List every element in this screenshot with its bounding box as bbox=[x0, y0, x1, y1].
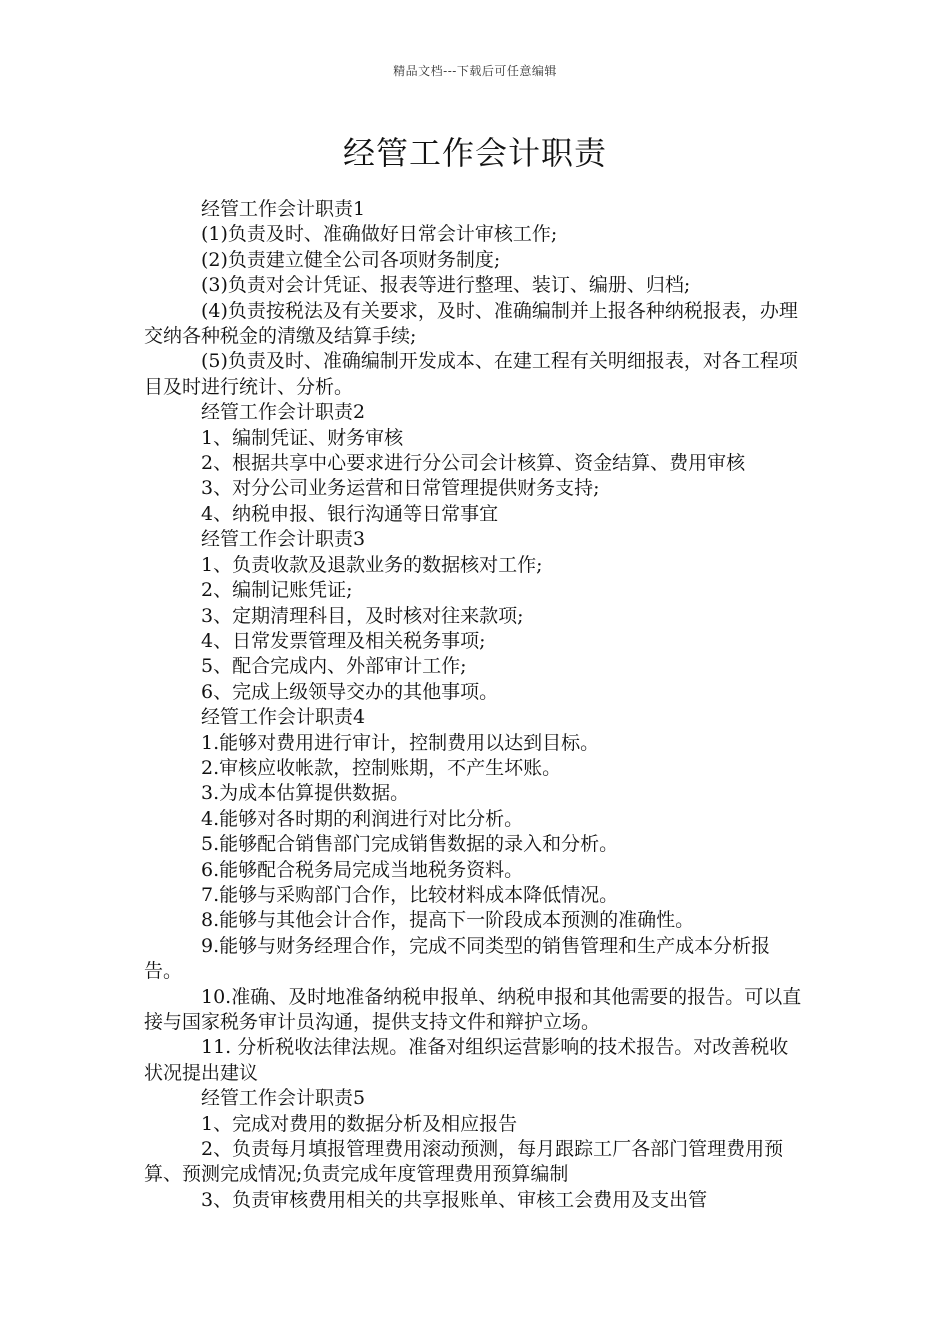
body-paragraph: 2、编制记账凭证; bbox=[201, 579, 353, 602]
body-paragraph: (1)负责及时、准确做好日常会计审核工作; bbox=[201, 223, 558, 246]
body-paragraph: (3)负责对会计凭证、报表等进行整理、装订、编册、归档; bbox=[201, 274, 691, 297]
body-paragraph: 3、对分公司业务运营和日常管理提供财务支持; bbox=[201, 477, 600, 500]
body-paragraph: 4、日常发票管理及相关税务事项; bbox=[201, 629, 486, 652]
body-paragraph: 2.审核应收帐款，控制账期，不产生坏账。 bbox=[201, 756, 562, 779]
body-paragraph: 11. 分析税收法律法规。准备对组织运营影响的技术报告。对改善税收状况提出建议 bbox=[144, 1036, 789, 1084]
body-paragraph: 6.能够配合税务局完成当地税务资料。 bbox=[201, 858, 524, 881]
body-paragraph: 3、负责审核费用相关的共享报账单、审核工会费用及支出管 bbox=[201, 1188, 708, 1211]
body-paragraph: 6、完成上级领导交办的其他事项。 bbox=[201, 680, 499, 703]
body-paragraph: 5、配合完成内、外部审计工作; bbox=[201, 655, 467, 678]
body-paragraph: 1、完成对费用的数据分析及相应报告 bbox=[201, 1112, 518, 1135]
body-paragraph: 9.能够与财务经理合作，完成不同类型的销售管理和生产成本分析报告。 bbox=[144, 934, 771, 983]
page-header-note: 精品文档---下载后可任意编辑 bbox=[393, 64, 557, 78]
body-paragraph: 3.为成本估算提供数据。 bbox=[201, 782, 410, 805]
document-title: 经管工作会计职责 bbox=[342, 134, 607, 172]
body-paragraph: 7.能够与采购部门合作，比较材料成本降低情况。 bbox=[201, 883, 619, 906]
body-paragraph: 8.能够与其他会计合作，提高下一阶段成本预测的准确性。 bbox=[201, 909, 695, 932]
body-paragraph: 经管工作会计职责4 bbox=[201, 706, 366, 729]
body-paragraph: 2、负责每月填报管理费用滚动预测，每月跟踪工厂各部门管理费用预算、预测完成情况;负责完成年度管理费用预算编制 bbox=[144, 1138, 784, 1186]
body-paragraph: 2、根据共享中心要求进行分公司会计核算、资金结算、费用审核 bbox=[201, 452, 746, 475]
body-paragraph: (4)负责按税法及有关要求，及时、准确编制并上报各种纳税报表，办理交纳各种税金的清缴及结算手续; bbox=[144, 299, 798, 348]
body-paragraph: 10.准确、及时地准备纳税申报单、纳税申报和其他需要的报告。可以直接与国家税务审计员沟通，提供支持文件和辩护立场。 bbox=[144, 985, 802, 1033]
body-paragraph: 1、编制凭证、财务审核 bbox=[201, 426, 404, 449]
body-paragraph: 1.能够对费用进行审计，控制费用以达到目标。 bbox=[201, 731, 600, 754]
body-paragraph: 4.能够对各时期的利润进行对比分析。 bbox=[201, 807, 524, 830]
body-paragraph: 5.能够配合销售部门完成销售数据的录入和分析。 bbox=[201, 833, 619, 856]
body-paragraph: 经管工作会计职责1 bbox=[201, 198, 366, 220]
body-paragraph: 经管工作会计职责5 bbox=[201, 1087, 366, 1110]
body-paragraph: 3、定期清理科目，及时核对往来款项; bbox=[201, 604, 524, 627]
body-paragraph: 4、纳税申报、银行沟通等日常事宜 bbox=[201, 502, 499, 525]
body-paragraph: (2)负责建立健全公司各项财务制度; bbox=[201, 248, 501, 271]
body-paragraph: 经管工作会计职责3 bbox=[201, 528, 366, 551]
body-paragraph: 经管工作会计职责2 bbox=[201, 401, 366, 424]
document-body bbox=[144, 197, 806, 1213]
body-paragraph: 1、负责收款及退款业务的数据核对工作; bbox=[201, 553, 543, 576]
body-paragraph: (5)负责及时、准确编制开发成本、在建工程有关明细报表，对各工程项目及时进行统计、分析。 bbox=[144, 350, 798, 398]
